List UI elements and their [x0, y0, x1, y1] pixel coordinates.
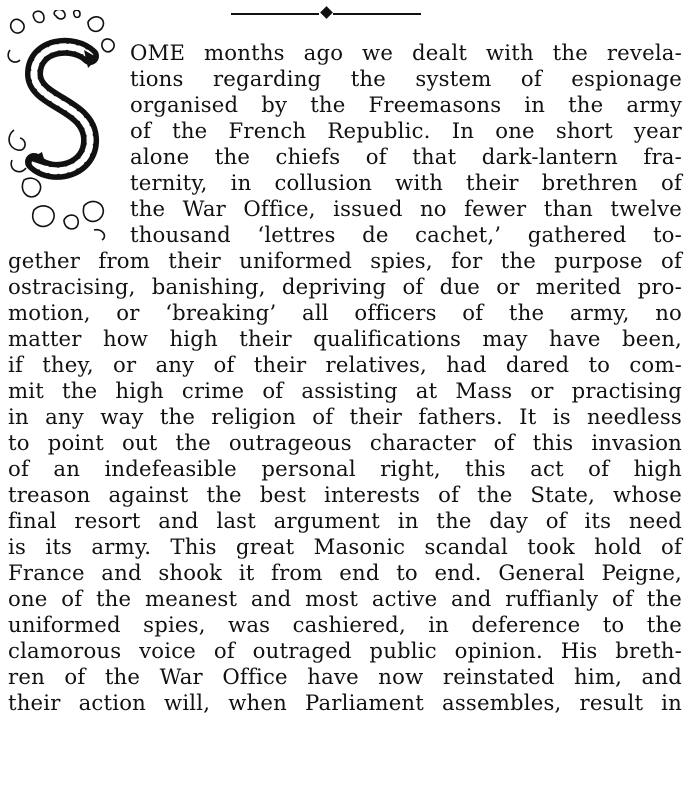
text-line: to point out the outrageous character of this invasion	[8, 430, 682, 455]
text-line: is its army. This great Masonic scandal took hold of	[8, 534, 682, 559]
rule-line-left	[231, 13, 319, 15]
text-line: their action will, when Parliament assembles, result in	[8, 690, 682, 715]
text-line: one of the meanest and most active and ruffianly of the	[8, 586, 682, 611]
ornamental-rule	[231, 8, 421, 20]
decorated-dropcap-s	[4, 10, 126, 242]
text-line: ternity, in collusion with their brethren of	[130, 170, 682, 195]
text-line: matter how high their qualifications may have been,	[8, 326, 682, 351]
text-line: clamorous voice of outraged public opinion. His breth-	[8, 638, 682, 663]
text-line: of an indefeasible personal right, this act of high	[8, 456, 682, 481]
text-line: tions regarding the system of espionage	[130, 66, 682, 91]
text-line: motion, or ‘breaking’ all officers of the army, no	[8, 300, 682, 325]
text-line: thousand ‘lettres de cachet,’ gathered to-	[130, 222, 682, 247]
rule-diamond	[320, 6, 333, 19]
text-line: if they, or any of their relatives, had dared to com-	[8, 352, 682, 377]
text-line: ren of the War Office have now reinstated him, and	[8, 664, 682, 689]
text-line: final resort and last argument in the day of its need	[8, 508, 682, 533]
text-line: ostracising, banishing, depriving of due or merited pro-	[8, 274, 682, 299]
text-line: mit the high crime of assisting at Mass or practising	[8, 378, 682, 403]
text-line: treason against the best interests of the State, whose	[8, 482, 682, 507]
text-line: organised by the Freemasons in the army	[130, 92, 682, 117]
text-line: France and shook it from end to end. General Peigne,	[8, 560, 682, 585]
rule-line-right	[333, 13, 421, 15]
text-line: in any way the religion of their fathers. It is needless	[8, 404, 682, 429]
text-line: uniformed spies, was cashiered, in deference to the	[8, 612, 682, 637]
text-line: gether from their uniformed spies, for the purpose of	[8, 248, 682, 273]
text-line: OME months ago we dealt with the revela-	[130, 40, 682, 65]
text-line: of the French Republic. In one short year	[130, 118, 682, 143]
text-line: alone the chiefs of that dark-lantern fra-	[130, 144, 682, 169]
text-line: the War Office, issued no fewer than twelve	[130, 196, 682, 221]
